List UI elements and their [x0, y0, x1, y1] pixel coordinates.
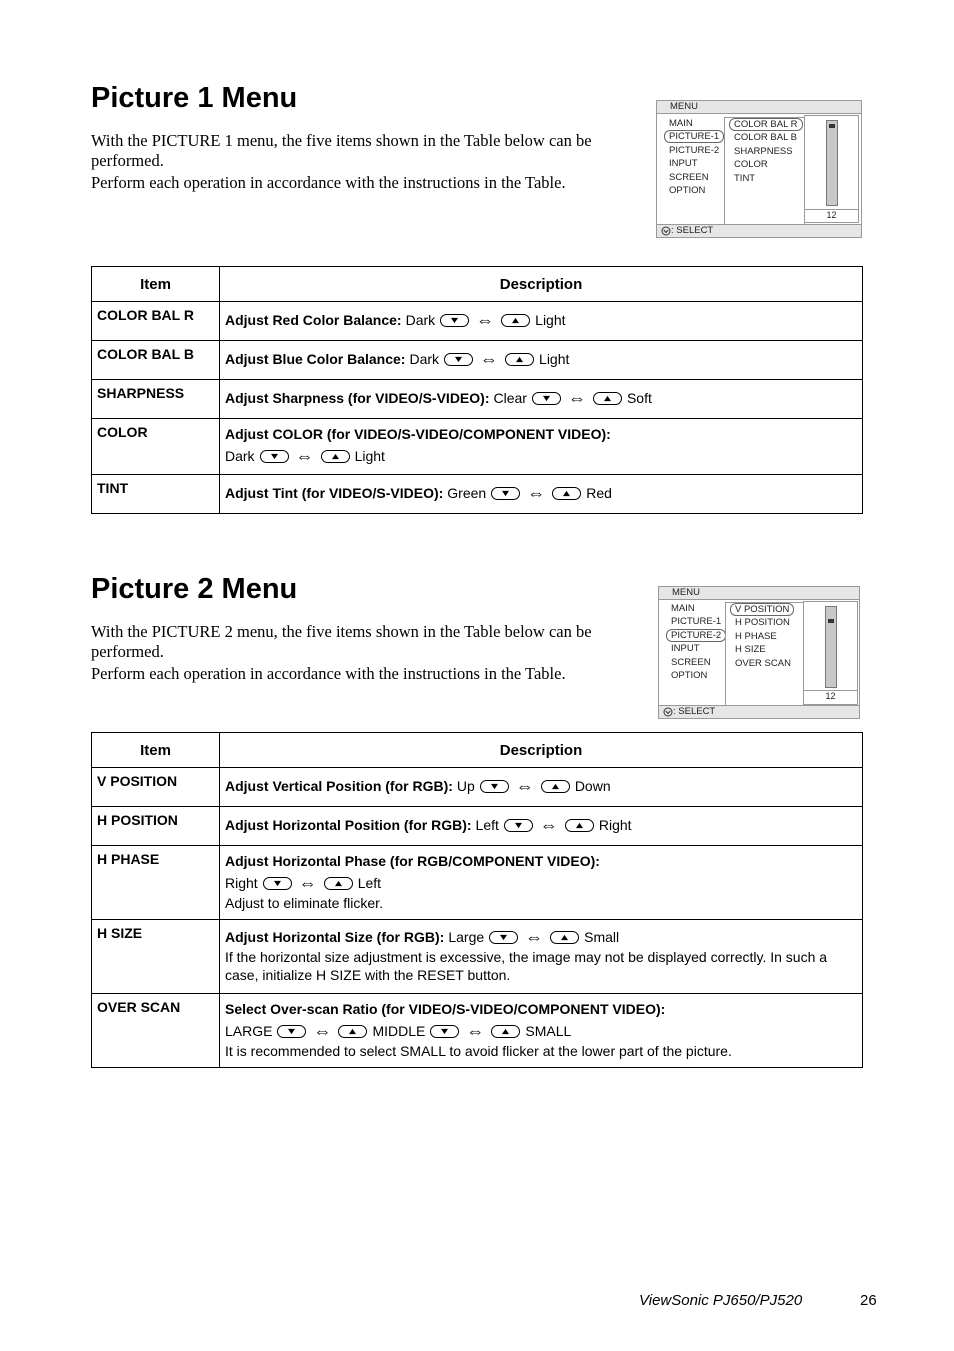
osd-sub-item-selected: V POSITION	[730, 603, 794, 616]
desc-cell	[220, 994, 863, 1068]
osd-footer-text: : SELECT	[671, 225, 714, 236]
col-header-description: Description	[220, 267, 863, 302]
osd-gauge-value: 12	[805, 209, 858, 220]
osd-header: MENU	[657, 101, 861, 114]
osd-left-list	[669, 117, 724, 197]
osd-menu-picture1	[656, 100, 862, 238]
osd-sub-item: COLOR BAL B	[734, 132, 798, 144]
osd-sub-item: TINT	[734, 172, 756, 184]
section1-title: Picture 1 Menu	[91, 82, 298, 114]
item-cell: H POSITION	[92, 807, 220, 846]
table-row	[92, 768, 863, 807]
up-button-icon	[505, 353, 534, 366]
item-cell: TINT	[92, 475, 220, 514]
item-cell: OVER SCAN	[92, 994, 220, 1068]
bidirectional-arrow-icon: ⇔	[480, 349, 499, 369]
down-button-icon	[504, 819, 533, 832]
range-from: Dark	[225, 448, 255, 464]
bidirectional-arrow-icon: ⇔	[525, 927, 544, 947]
down-button-icon	[491, 487, 520, 500]
bidirectional-arrow-icon: ⇔	[295, 446, 314, 466]
item-cell: COLOR BAL R	[92, 302, 220, 341]
table-row	[92, 994, 863, 1068]
desc-lead: Adjust Horizontal Size (for RGB):	[225, 929, 445, 945]
osd-gauge	[803, 601, 858, 705]
bidirectional-arrow-icon: ⇔	[298, 873, 317, 893]
table-row	[92, 846, 863, 920]
range-to: Soft	[626, 390, 652, 406]
desc-lead: Adjust Vertical Position (for RGB):	[225, 778, 453, 794]
osd-sub-item: OVER SCAN	[735, 657, 791, 669]
desc-cell	[220, 380, 863, 419]
osd-left-list	[671, 602, 726, 682]
desc-cell	[220, 920, 863, 994]
range-from: Large	[448, 929, 485, 945]
intro-para: With the PICTURE 2 menu, the five items shown in the Table below can be performed.	[91, 622, 592, 661]
range-to: Light	[539, 351, 570, 367]
range-from: Right	[225, 875, 258, 891]
osd-sub-item: H SIZE	[735, 644, 766, 656]
section1-intro	[91, 131, 636, 193]
down-button-icon	[444, 353, 473, 366]
osd-sub-list	[725, 602, 804, 706]
page-number: 26	[860, 1292, 877, 1309]
desc-cell	[220, 846, 863, 920]
item-cell: SHARPNESS	[92, 380, 220, 419]
table-header-row	[92, 733, 863, 768]
table-header-row	[92, 267, 863, 302]
desc-cell	[220, 807, 863, 846]
table-row	[92, 807, 863, 846]
desc-note: Adjust to eliminate flicker.	[225, 895, 383, 911]
up-button-icon	[593, 392, 622, 405]
desc-lead: Adjust Tint (for VIDEO/S-VIDEO):	[225, 485, 444, 501]
osd-sub-item: H PHASE	[735, 630, 777, 642]
osd-left-item: OPTION	[669, 184, 706, 196]
desc-note: If the horizontal size adjustment is excessive, the image may not be displayed correctly. In such a case, initialize H SIZE with the RESET button.	[225, 949, 828, 983]
bidirectional-arrow-icon: ⇔	[313, 1021, 332, 1041]
col-header-description: Description	[220, 733, 863, 768]
col-header-item: Item	[92, 267, 220, 302]
osd-left-item-selected: PICTURE-1	[664, 130, 724, 143]
up-button-icon	[552, 487, 581, 500]
section2-intro	[91, 622, 636, 684]
item-cell: COLOR BAL B	[92, 341, 220, 380]
osd-left-item: INPUT	[671, 643, 700, 655]
range-to: Light	[535, 312, 566, 328]
osd-left-item: PICTURE-1	[671, 616, 722, 628]
table-row	[92, 920, 863, 994]
osd-sub-item: H POSITION	[735, 617, 790, 629]
desc-note: It is recommended to select SMALL to avoid flicker at the lower part of the picture.	[225, 1043, 732, 1059]
select-icon	[663, 707, 673, 717]
desc-cell	[220, 341, 863, 380]
osd-header: MENU	[659, 587, 859, 600]
desc-cell	[220, 475, 863, 514]
item-cell: V POSITION	[92, 768, 220, 807]
osd-left-item: SCREEN	[669, 171, 709, 183]
bidirectional-arrow-icon: ⇔	[567, 388, 586, 408]
table-row	[92, 341, 863, 380]
up-button-icon	[550, 931, 579, 944]
footer-brand: ViewSonic PJ650/PJ520	[639, 1292, 803, 1309]
osd-gauge-value: 12	[804, 690, 857, 701]
desc-cell	[220, 768, 863, 807]
up-button-icon	[321, 450, 350, 463]
osd-left-item-selected: PICTURE-2	[666, 629, 726, 642]
down-button-icon	[277, 1025, 306, 1038]
bidirectional-arrow-icon: ⇔	[466, 1021, 485, 1041]
section2-title: Picture 2 Menu	[91, 573, 298, 605]
intro-para: Perform each operation in accordance with the instructions in the Table.	[91, 173, 566, 192]
desc-lead: Adjust COLOR (for VIDEO/S-VIDEO/COMPONENT VIDEO):	[225, 426, 611, 442]
desc-lead: Adjust Horizontal Phase (for RGB/COMPONENT VIDEO):	[225, 853, 600, 869]
range-mid: MIDDLE	[372, 1023, 426, 1039]
osd-footer-text: : SELECT	[673, 706, 716, 717]
item-cell: H PHASE	[92, 846, 220, 920]
intro-para: Perform each operation in accordance with the instructions in the Table.	[91, 664, 566, 683]
osd-left-item: OPTION	[671, 669, 708, 681]
range-from: Left	[475, 817, 499, 833]
osd-sub-item: SHARPNESS	[734, 145, 793, 157]
item-cell: COLOR	[92, 419, 220, 475]
osd-footer	[659, 705, 859, 718]
down-button-icon	[480, 780, 509, 793]
osd-gauge-knob	[828, 619, 834, 623]
range-to: SMALL	[525, 1023, 572, 1039]
down-button-icon	[263, 877, 292, 890]
desc-lead: Adjust Blue Color Balance:	[225, 351, 406, 367]
osd-gauge-knob	[829, 124, 835, 128]
range-from: Dark	[405, 312, 436, 328]
down-button-icon	[532, 392, 561, 405]
osd-sub-item: COLOR	[734, 159, 768, 171]
desc-lead: Adjust Horizontal Position (for RGB):	[225, 817, 472, 833]
range-from: Dark	[409, 351, 440, 367]
desc-cell	[220, 302, 863, 341]
range-to: Red	[586, 485, 612, 501]
up-button-icon	[565, 819, 594, 832]
bidirectional-arrow-icon: ⇔	[539, 815, 558, 835]
osd-gauge	[804, 115, 859, 223]
down-button-icon	[430, 1025, 459, 1038]
osd-footer	[657, 224, 861, 237]
table-row	[92, 419, 863, 475]
up-button-icon	[491, 1025, 520, 1038]
range-to: Right	[598, 817, 632, 833]
intro-para: With the PICTURE 1 menu, the five items shown in the Table below can be performed.	[91, 131, 592, 170]
desc-cell	[220, 419, 863, 475]
table-row	[92, 302, 863, 341]
up-button-icon	[541, 780, 570, 793]
osd-left-item: PICTURE-2	[669, 144, 720, 156]
desc-lead: Adjust Sharpness (for VIDEO/S-VIDEO):	[225, 390, 490, 406]
select-icon	[661, 226, 671, 236]
bidirectional-arrow-icon: ⇔	[476, 310, 495, 330]
desc-lead: Adjust Red Color Balance:	[225, 312, 402, 328]
down-button-icon	[489, 931, 518, 944]
picture2-table	[91, 732, 863, 1068]
down-button-icon	[440, 314, 469, 327]
osd-left-item: SCREEN	[671, 656, 711, 668]
range-from: Green	[447, 485, 487, 501]
col-header-item: Item	[92, 733, 220, 768]
range-from: Up	[456, 778, 475, 794]
up-button-icon	[501, 314, 530, 327]
osd-left-item: MAIN	[671, 603, 695, 614]
desc-lead: Select Over-scan Ratio (for VIDEO/S-VIDEO/COMPONENT VIDEO):	[225, 1001, 666, 1017]
up-button-icon	[324, 877, 353, 890]
osd-sub-item-selected: COLOR BAL R	[729, 118, 803, 131]
range-to: Down	[574, 778, 611, 794]
range-to: Left	[357, 875, 382, 891]
bidirectional-arrow-icon: ⇔	[527, 483, 546, 503]
picture1-table	[91, 266, 863, 514]
table-row	[92, 380, 863, 419]
up-button-icon	[338, 1025, 367, 1038]
osd-sub-list	[724, 117, 805, 225]
range-to: Light	[354, 448, 385, 464]
osd-menu-picture2	[658, 586, 860, 719]
down-button-icon	[260, 450, 289, 463]
osd-gauge-track	[826, 120, 838, 206]
range-from: Clear	[493, 390, 527, 406]
item-cell: H SIZE	[92, 920, 220, 994]
osd-left-item: MAIN	[669, 118, 693, 129]
osd-left-item: INPUT	[669, 158, 698, 170]
table-row	[92, 475, 863, 514]
bidirectional-arrow-icon: ⇔	[515, 776, 534, 796]
range-to: Small	[584, 929, 620, 945]
range-from: LARGE	[225, 1023, 273, 1039]
